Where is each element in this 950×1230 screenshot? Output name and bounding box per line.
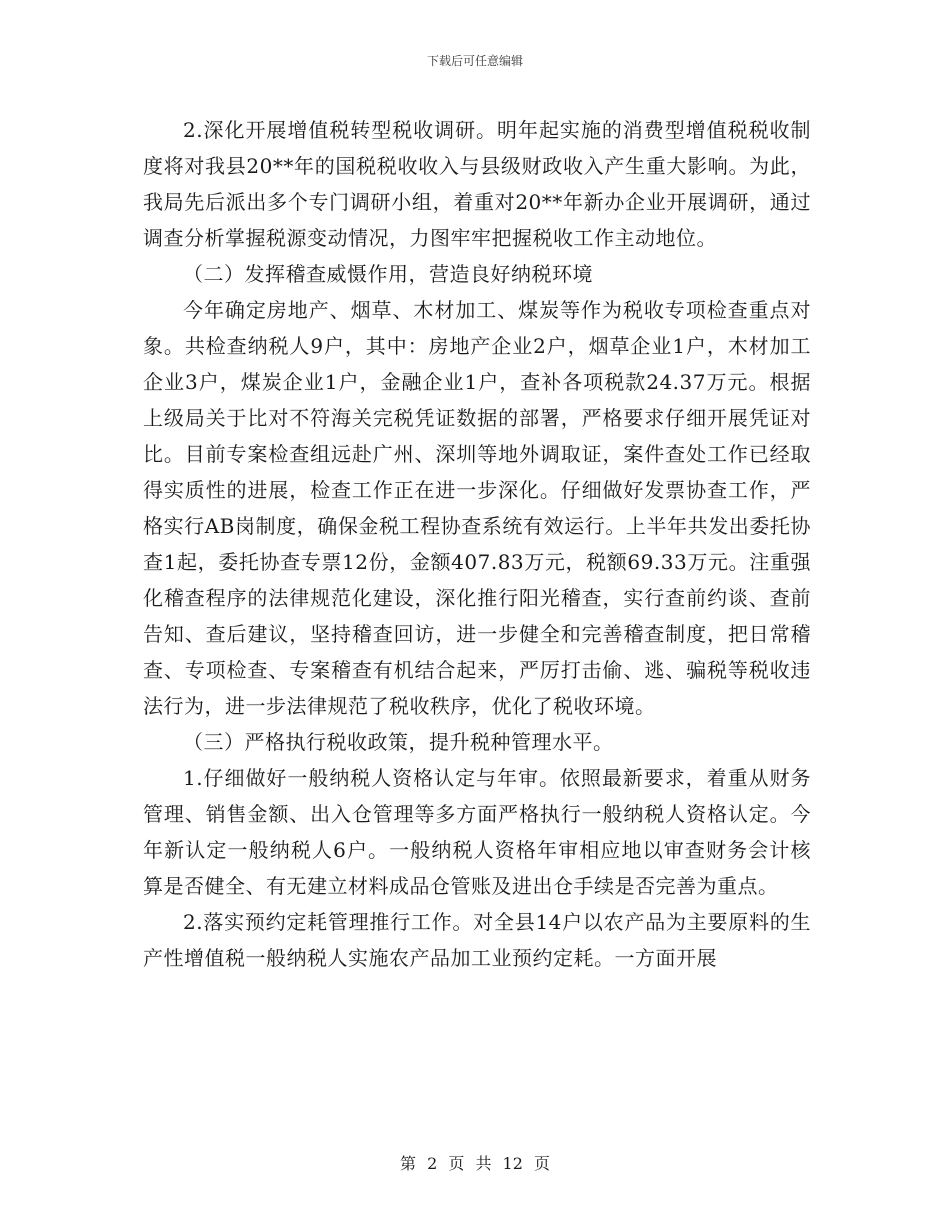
section-heading-tax-policy: （三）严格执行税收政策，提升税种管理水平。 (183, 730, 614, 754)
paragraph-consumption-quota: 2.落实预约定耗管理推行工作。对全县14户以农产品为主要原料的生产性增值税一般纳税人实施农产品加工业预约定耗。一方面开展 (143, 910, 811, 970)
page-header-note: 下载后可任意编辑 (426, 54, 523, 68)
paragraph-special-inspection: 今年确定房地产、烟草、木材加工、煤炭等作为税收专项检查重点对象。共检查纳税人9户，其中：房地产企业2户，烟草企业1户，木材加工企业3户，煤炭企业1户，金融企业1户，查补各项税款24.37万元。根据上级局关于比对不符海关完税凭证数据的部署，严格要求仔细开展凭证对比。目前专案检查组远赴广州、深圳等地外调取证，案件查处工作已经取得实质性的进展，检查工作正在进一步深化。仔细做好发票协查工作，严格实行AB岗制度，确保金税工程协查系统有效运行。上半年共发出委托协查1起，委托协查专票12份，金额407.83万元，税额69.33万元。注重强化稽查程序的法律规范化建设，深化推行阳光稽查，实行查前约谈、查前告知、查后建议，坚持稽查回访，进一步健全和完善稽查制度，把日常稽查、专项检查、专案稽查有机结合起来，严厉打击偷、逃、骗税等税收违法行为，进一步法律规范了税收秩序，优化了税收环境。 (143, 298, 811, 718)
document-body (143, 112, 811, 976)
paragraph-taxpayer-qualification: 1.仔细做好一般纳税人资格认定与年审。依照最新要求，着重从财务管理、销售金额、出入仓管理等多方面严格执行一般纳税人资格认定。今年新认定一般纳税人6户。一般纳税人资格年审相应地以审查财务会计核算是否健全、有无建立材料成品仓管账及进出仓手续是否完善为重点。 (143, 766, 811, 898)
section-heading-inspection: （二）发挥稽查威慑作用，营造良好纳税环境 (183, 262, 593, 286)
page-number-footer: 第 2 页 共 12 页 (400, 1154, 550, 1173)
paragraph-vat-research: 2.深化开展增值税转型税收调研。明年起实施的消费型增值税税收制度将对我县20**年的国税税收收入与县级财政收入产生重大影响。为此，我局先后派出多个专门调研小组，着重对20**年新办企业开展调研，通过调查分析掌握税源变动情况，力图牢牢把握税收工作主动地位。 (143, 118, 811, 250)
